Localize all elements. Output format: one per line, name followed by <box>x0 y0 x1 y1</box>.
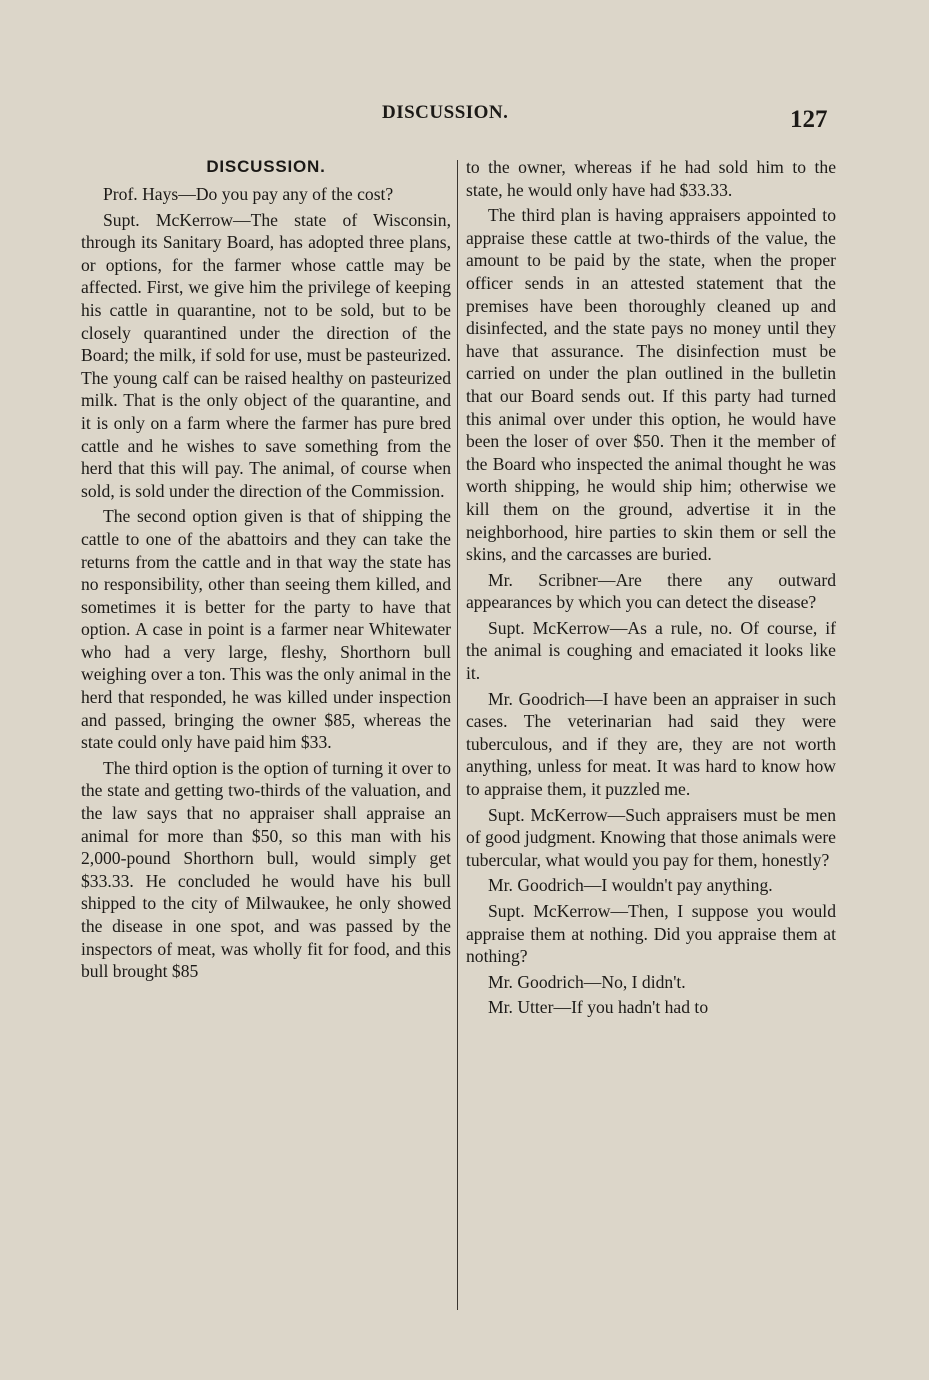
paragraph: Supt. McKerrow—Such appraisers must be men of good judgment. Knowing that those animals were tubercular, what would you pay for them, honestly? <box>466 804 836 870</box>
paragraph: The third option is the option of turning it over to the state and getting two-thirds of the valuation, and the law says that no appraiser shall appraise an animal for more than $50, so this man with his 2,000-pound Shorthorn bull, would simply get $33.33. He concluded he would have his bull shipped to the city of Milwaukee, he only showed the disease in one spot, and was passed by the inspectors of meat, was wholly fit for food, and this bull brought $85 <box>81 757 451 982</box>
running-header <box>0 102 929 132</box>
section-heading: DISCUSSION. <box>206 157 326 176</box>
paragraph: Supt. McKerrow—Then, I suppose you would appraise them at nothing. Did you appraise them at nothing? <box>466 901 836 967</box>
paragraph: Prof. Hays—Do you pay any of the cost? <box>103 184 394 204</box>
right-column <box>466 156 836 1019</box>
paragraph: Supt. McKerrow—As a rule, no. Of course, if the animal is coughing and emaciated it looks like it. <box>466 617 836 684</box>
paragraph: Mr. Utter—If you hadn't had to <box>488 997 709 1018</box>
paragraph: Mr. Scribner—Are there any outward appearances by which you can detect the disease? <box>466 569 836 613</box>
paragraph: Mr. Goodrich—No, I didn't. <box>488 971 686 992</box>
running-title: DISCUSSION. <box>382 102 509 123</box>
paragraph: Mr. Goodrich—I wouldn't pay anything. <box>488 875 773 896</box>
page-number: 127 <box>790 106 828 133</box>
left-column <box>81 150 451 983</box>
paragraph: Mr. Goodrich—I have been an appraiser in such cases. The veterinarian had said they were tuberculous, and if they are, they are not worth anything, unless for meat. It was hard to know how to appraise them, it puzzled me. <box>466 688 836 800</box>
column-divider <box>457 160 458 1310</box>
paragraph: Supt. McKerrow—The state of Wisconsin, through its Sanitary Board, has adopted three plans, or options, for the farmer whose cattle may be affected. First, we give him the privilege of keeping his cattle in quarantine, not to be sold, but to be closely quarantined under the direction of the Board; the milk, if sold for use, must be pasteurized. The young calf can be raised healthy on pasteurized milk. That is the only object of the quarantine, and it is only on a farm where the farmer has pure bred cattle and he wishes to save something from the herd that this will pay. The animal, of course when sold, is sold under the direction of the Commission. <box>81 209 451 501</box>
paragraph: The second option given is that of shipping the cattle to one of the abattoirs and they can take the returns from the cattle and in that way the state has no responsibility, other than seeing them killed, and sometimes it is better for the party to have that option. A case in point is a farmer near Whitewater who had a very large, fleshy, Shorthorn bull weighing over a ton. This was the only animal in the herd that responded, he was killed under inspection and passed, bringing the owner $85, whereas the state could only have paid him $33. <box>81 506 451 753</box>
continued-paragraph: to the owner, whereas if he had sold him to the state, he would only have had $33.33. <box>466 157 836 200</box>
paragraph: The third plan is having appraisers appointed to appraise these cattle at two-thirds of the value, the amount to be paid by the state, when the proper officer sends in an attested statement that the premises have been thoroughly cleaned up and disinfected, and the state pays no money until they have that assurance. The disinfection must be carried on under the plan outlined in the bulletin that our Board sends out. If this party had turned this animal over under this option, he would have been the loser of over $50. Then it the member of the Board who inspected the animal thought he was worth shipping, he would ship him; otherwise we kill them on the ground, advertise it in the neighborhood, hire parties to skin them or sell the skins, and the carcasses are buried. <box>466 205 836 565</box>
